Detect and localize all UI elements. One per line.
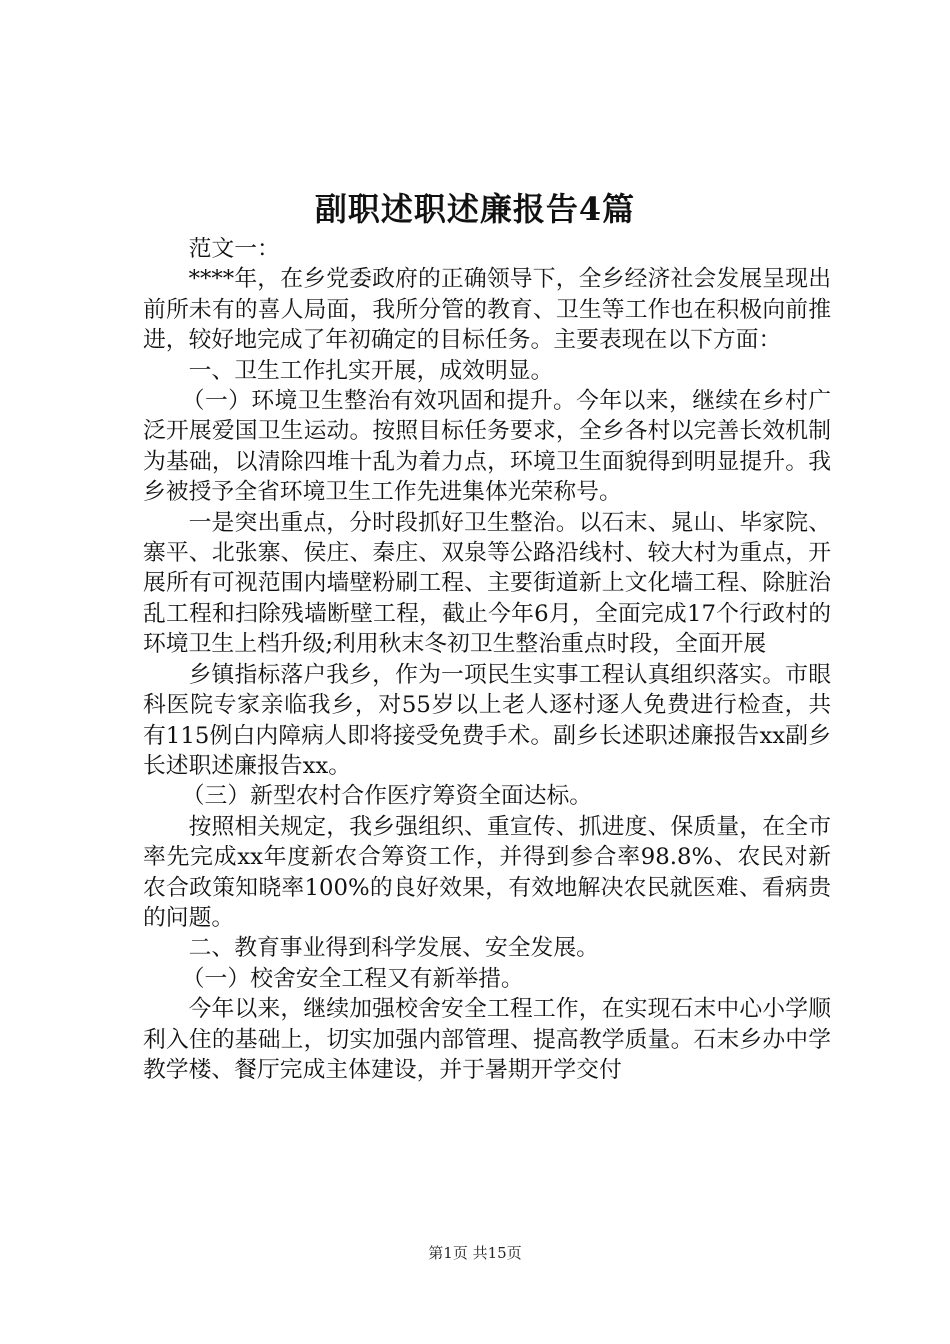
heading-section-one: 一、卫生工作扎实开展，成效明显。	[188, 357, 554, 384]
document-title: 副职述职述廉报告4篇	[314, 190, 636, 228]
heading-medical-coop: （三）新型农村合作医疗筹资全面达标。	[181, 783, 593, 810]
paragraph-eye-care: 乡镇指标落户我乡，作为一项民生实事工程认真组织落实。市眼科医院专家亲临我乡，对55岁以上老人逐村逐人免费进行检查，共有115例白内障病人即将接受免费手术。副乡长述职述廉报告xx副乡长述职述廉报告xx。	[143, 661, 831, 779]
heading-section-two: 二、教育事业得到科学发展、安全发展。	[188, 935, 599, 962]
document-body	[143, 234, 831, 1085]
paragraph-intro-label: 范文一：	[188, 236, 280, 262]
paragraph-environment: （一）环境卫生整治有效巩固和提升。今年以来，继续在乡村广泛开展爱国卫生运动。按照目标任务要求，全乡各村以完善长效机制为基础，以清除四堆十乱为着力点，环境卫生面貌得到明显提升。我乡被授予全省环境卫生工作先进集体光荣称号。	[143, 388, 831, 506]
paragraph-school-safety: 今年以来，继续加强校舍安全工程工作，在实现石末中心小学顺利入住的基础上，切实加强内部管理、提高教学质量。石末乡办中学教学楼、餐厅完成主体建设，并于暑期开学交付	[143, 996, 831, 1083]
paragraph-overview: ****年，在乡党委政府的正确领导下，全乡经济社会发展呈现出前所未有的喜人局面，我所分管的教育、卫生等工作也在积极向前推进，较好地完成了年初确定的目标任务。主要表现在以下方面：	[143, 266, 831, 354]
paragraph-medical-coop: 按照相关规定，我乡强组织、重宣传、抓进度、保质量，在全市率先完成xx年度新农合筹资工作，并得到参合率98.8%、农民对新农合政策知晓率100%的良好效果，有效地解决农民就医难、看病贵的问题。	[143, 813, 831, 931]
paragraph-key-points: 一是突出重点，分时段抓好卫生整治。以石末、晁山、毕家院、寨平、北张寨、侯庄、秦庄、双泉等公路沿线村、较大村为重点，开展所有可视范围内墙壁粉刷工程、主要街道新上文化墙工程、除脏治乱工程和扫除残墙断壁工程，截止今年6月，全面完成17个行政村的环境卫生上档升级;利用秋末冬初卫生整治重点时段，全面开展	[143, 509, 831, 658]
heading-school-safety: （一）校舍安全工程又有新举措。	[181, 965, 524, 992]
page-number-footer: 第1页 共15页	[428, 1244, 522, 1262]
